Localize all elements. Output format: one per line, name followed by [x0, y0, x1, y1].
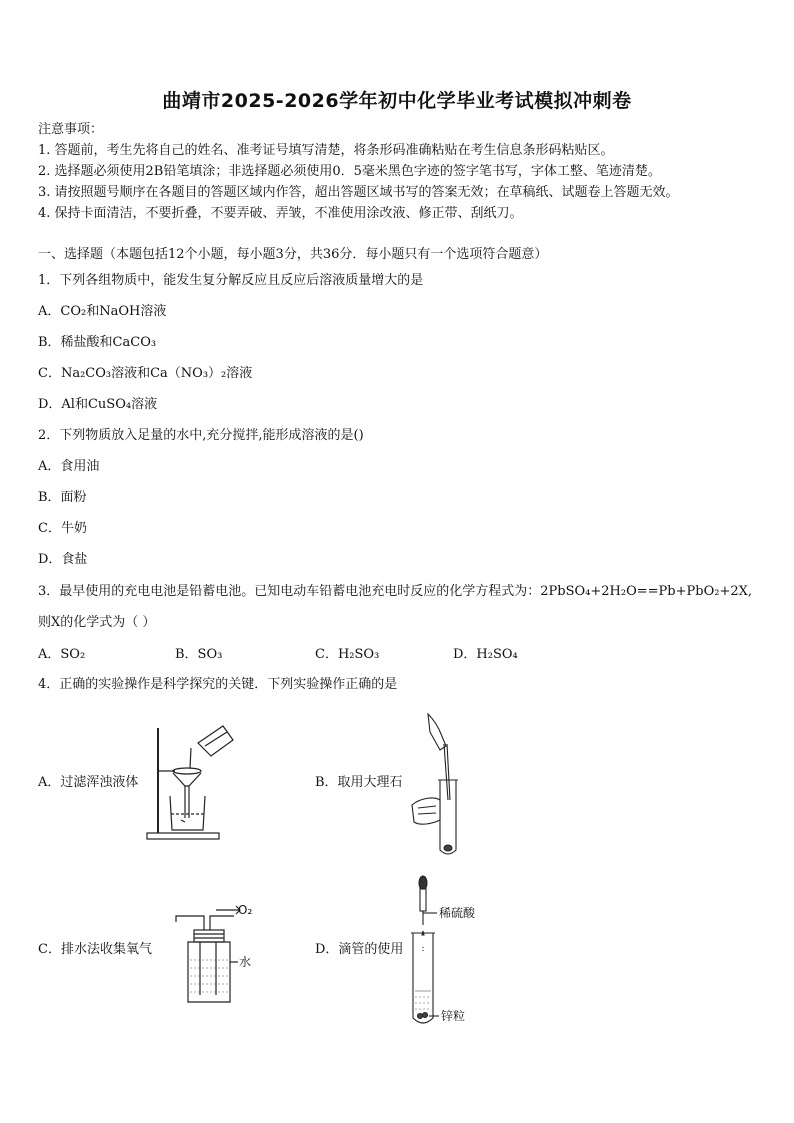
notice-item-4: 4. 保持卡面清洁，不要折叠，不要弄破、弄皱，不准使用涂改液、修正带、刮纸刀。: [38, 206, 523, 221]
q3-stem: 3．最早使用的充电电池是铅蓄电池。已知电动车铅蓄电池充电时反应的化学方程式为：2PbSO₄+2H₂O==Pb+PbO₂+2X,: [38, 584, 752, 599]
q1-option-c: C．Na₂CO₃溶液和Ca（NO₃）₂溶液: [38, 366, 253, 381]
q3-stem-continued: 则X的化学式为（ ）: [38, 615, 156, 630]
label-acid: 稀硫酸: [439, 906, 476, 920]
q2-option-a: A．食用油: [38, 459, 100, 474]
dropper-figure: [405, 873, 485, 1028]
label-zinc: 锌粒: [441, 1009, 466, 1023]
q1-option-a: A．CO₂和NaOH溶液: [38, 304, 167, 319]
q4-option-a: A．过滤浑浊液体: [38, 775, 139, 790]
marble-tweezers-figure: [408, 710, 473, 860]
section-heading-choice: 一、选择题（本题包括12个小题，每小题3分，共36分．每小题只有一个选项符合题意）: [38, 247, 548, 262]
q2-option-c: C．牛奶: [38, 521, 87, 536]
q3-option-d: D．H₂SO₄: [453, 647, 518, 662]
page-title: 曲靖市2025-2026学年初中化学毕业考试模拟冲刺卷: [162, 90, 632, 112]
q1-stem: 1．下列各组物质中，能发生复分解反应且反应后溶液质量增大的是: [38, 273, 424, 288]
q4-stem: 4．正确的实验操作是科学探究的关键．下列实验操作正确的是: [38, 677, 398, 692]
notice-item-1: 1. 答题前，考生先将自己的姓名、准考证号填写清楚，将条形码准确粘贴在考生信息条形码粘贴区。: [38, 143, 614, 158]
q2-stem: 2．下列物质放入足量的水中,充分搅拌,能形成溶液的是(): [38, 428, 364, 443]
q3-option-b: B．SO₃: [175, 647, 223, 662]
q4-option-d: D．滴管的使用: [315, 942, 404, 957]
notice-item-2: 2. 选择题必须使用2B铅笔填涂；非选择题必须使用0．5毫米黑色字迹的签字笔书写，字体工整、笔迹清楚。: [38, 164, 661, 179]
q3-option-c: C．H₂SO₃: [315, 647, 380, 662]
q2-option-d: D．食盐: [38, 552, 88, 567]
gas-collection-figure: [172, 900, 262, 1005]
notice-item-3: 3. 请按照题号顺序在各题目的答题区域内作答，超出答题区域书写的答案无效；在草稿纸、试题卷上答题无效。: [38, 185, 679, 200]
q1-option-b: B．稀盐酸和CaCO₃: [38, 335, 157, 350]
q3-option-a: A．SO₂: [38, 647, 86, 662]
q2-option-b: B．面粉: [38, 490, 87, 505]
q4-option-b: B．取用大理石: [315, 775, 403, 790]
notice-heading: 注意事项：: [38, 122, 104, 137]
q1-option-d: D．Al和CuSO₄溶液: [38, 397, 158, 412]
filtration-figure: [145, 718, 245, 843]
q4-option-c: C．排水法收集氧气: [38, 942, 152, 957]
label-water: 水: [239, 955, 252, 969]
label-o2: O₂: [238, 903, 253, 917]
